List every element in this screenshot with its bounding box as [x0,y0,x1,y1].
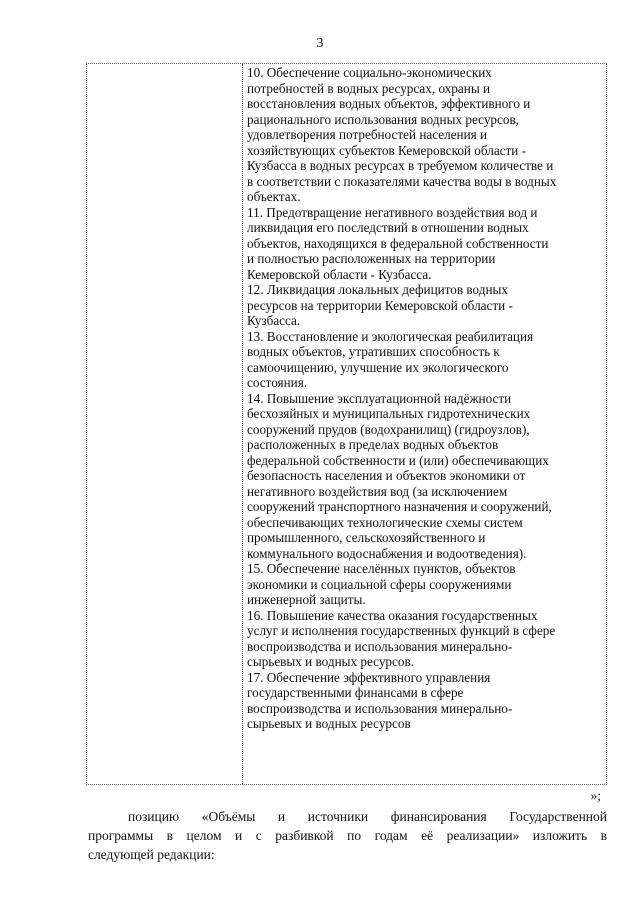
table-line: 16. Повышение качества оказания государственных [247,607,538,623]
table-line: сырьевых и водных ресурсов [247,716,411,731]
table-line: 12. Ликвидация локальных дефицитов водных [247,282,508,297]
goals-table [86,63,607,785]
table-line: сооружений транспортного назначения и сооружений, [247,499,552,514]
table-line: хозяйствующих субъектов Кемеровской области - [247,142,527,158]
paragraph-line: следующей редакции: [88,847,215,862]
table-line: и полностью расположенных на территории [247,251,496,266]
table-line: ресурсов на территории Кемеровской области - [247,297,513,313]
table-line: федеральной собственности и (или) обеспечивающих [247,452,549,468]
table-line: рационального использования водных ресурсов, [247,111,519,127]
page-number: 3 [316,36,324,51]
table-line: Кузбасса. [247,313,301,328]
table-line: водных объектов, утративших способность к [247,344,500,359]
table-line: воспроизводства и использования минерально- [247,638,513,654]
table-line: 10. Обеспечение социально-экономических [247,65,492,80]
table-line: сооружений прудов (водохранилищ) (гидроузлов), [247,421,530,437]
table-line: обеспечивающих технологические схемы систем [247,514,523,530]
table-line: безопасность населения и объектов экономики от [247,468,526,483]
table-line: услуг и исполнения государственных функций в сфере [247,623,556,638]
table-line: удовлетворения потребностей населения и [247,127,488,142]
table-line: Кемеровской области - Кузбасса. [247,266,432,282]
table-line: бесхозяйных и муниципальных гидротехнических [247,406,531,421]
table-line: Кузбасса в водных ресурсах в требуемом количестве и [247,158,554,173]
table-line: потребностей в водных ресурсах, охраны и [247,80,491,96]
table-line: 15. Обеспечение населённых пунктов, объектов [247,561,516,576]
table-line: воспроизводства и использования минерально- [247,700,513,716]
table-line: в соответствии с показателями качества воды в водных [247,173,557,189]
table-line: объектах. [247,189,301,204]
table-line: промышленного, сельскохозяйственного и [247,530,486,545]
table-cell-goals [247,65,605,732]
table-line: 11. Предотвращение негативного воздействия вод и [247,204,538,220]
table-line: 13. Восстановление и экологическая реабилитация [247,328,534,344]
table-line: самоочищению, улучшение их экологического [247,359,509,375]
table-line: коммунального водоснабжения и водоотведения). [247,545,527,561]
table-line: государственными финансами в сфере [247,685,464,700]
table-line: объектов, находящихся в федеральной собственности [247,235,549,251]
table-line: негативного воздействия вод (за исключением [247,483,508,499]
paragraph-line: программы в целом и с разбивкой по годам её реализации» изложить в [88,828,607,843]
table-line: ликвидация его последствий в отношении водных [247,220,529,235]
table-line: восстановления водных объектов, эффективного и [247,96,531,111]
table-line: 17. Обеспечение эффективного управления [247,669,491,685]
trailing-paragraph [88,807,607,864]
table-line: расположенных в пределах водных объектов [247,437,499,452]
table-line: инженерной защиты. [247,592,366,607]
table-line: сырьевых и водных ресурсов. [247,654,414,669]
table-line: 14. Повышение эксплуатационной надёжности [247,390,512,406]
closing-quote-mark: »; [590,788,601,803]
table-line: состояния. [247,375,308,390]
paragraph-line: позицию «Объёмы и источники финансирования Государственной [128,809,607,824]
table-column-divider [242,64,243,784]
table-line: экономики и социальной сферы сооружениями [247,576,512,592]
